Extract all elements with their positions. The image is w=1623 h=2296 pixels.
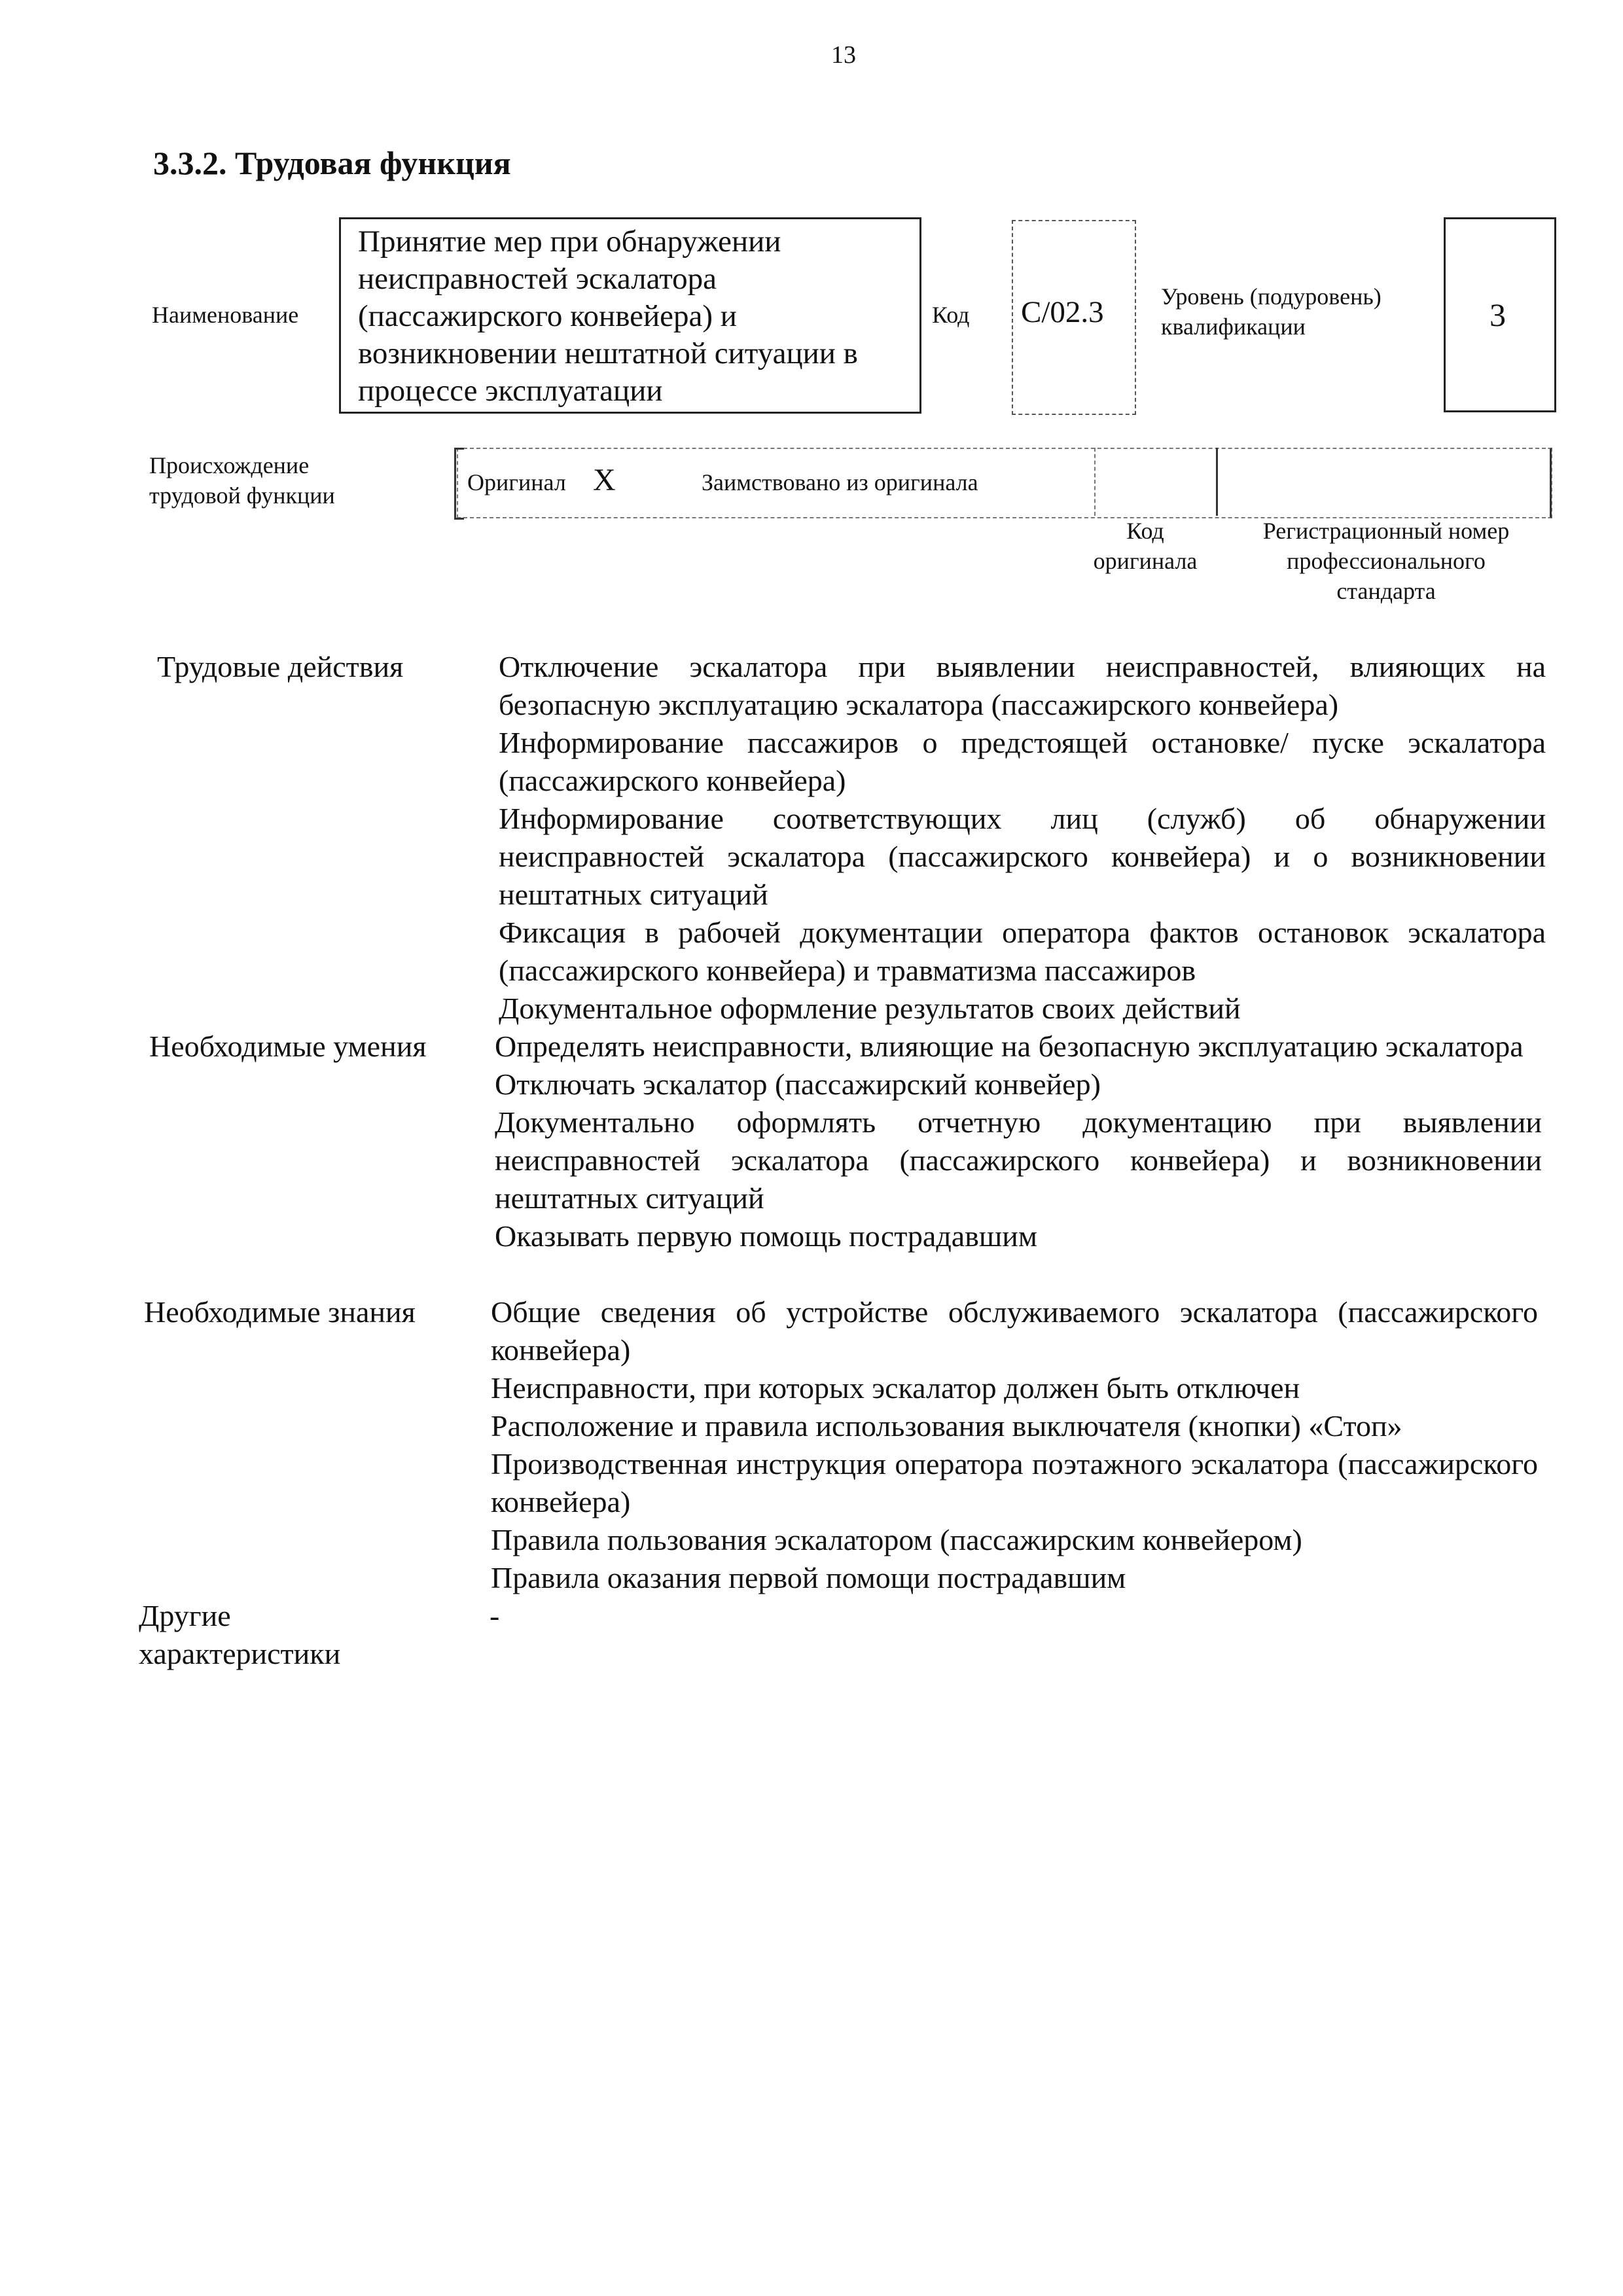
labor-actions-label: Трудовые действия (157, 650, 404, 683)
skills-list (495, 1028, 1542, 1255)
origin-bracket-left (454, 448, 464, 520)
level-label-line: квалификации (1161, 314, 1306, 340)
function-name-line: (пассажирского конвейера) и (358, 299, 737, 333)
list-item: Информирование пассажиров о предстоящей остановке/ пуске эскалатора (пассажирского конвейера) (499, 726, 1546, 797)
list-item: Неисправности, при которых эскалатор должен быть отключен (491, 1371, 1300, 1405)
list-item: Правила оказания первой помощи пострадавшим (491, 1561, 1126, 1594)
other-value: - (490, 1599, 500, 1632)
list-item: Отключение эскалатора при выявлении неисправностей, влияющих на безопасную эксплуатацию эскалатора (пассажирского конвейера) (499, 650, 1546, 721)
knowledge-list (491, 1293, 1538, 1597)
section-title: 3.3.2. Трудовая функция (153, 145, 511, 181)
code-label: Код (932, 302, 970, 328)
knowledge-label: Необходимые знания (144, 1295, 416, 1329)
list-item: Документальное оформление результатов своих действий (499, 992, 1241, 1025)
list-item: Общие сведения об устройстве обслуживаемого эскалатора (пассажирского конвейера) (491, 1295, 1538, 1367)
original-mark: X (593, 463, 616, 497)
code-value: C/02.3 (1021, 295, 1104, 329)
list-item: Расположение и правила использования выключателя (кнопки) «Стоп» (491, 1409, 1402, 1443)
function-name-line: Принятие мер при обнаружении (358, 224, 781, 259)
list-item: Производственная инструкция оператора поэтажного эскалатора (пассажирского конвейера) (491, 1447, 1538, 1518)
original-label: Оригинал (467, 469, 566, 495)
function-name-line: процессе эксплуатации (358, 374, 663, 408)
origin-bracket-right (1542, 448, 1552, 518)
origin-label-line: Происхождение (149, 452, 310, 478)
list-item: Отключать эскалатор (пассажирский конвейер) (495, 1067, 1101, 1101)
caption-registration-number: Регистрационный номер профессионального стандарта (1262, 518, 1510, 604)
function-name-line: неисправностей эскалатора (358, 262, 717, 296)
level-value: 3 (1489, 296, 1506, 333)
list-item: Оказывать первую помощь пострадавшим (495, 1219, 1038, 1253)
origin-divider (1216, 448, 1218, 516)
list-item: Правила пользования эскалатором (пассажирским конвейером) (491, 1523, 1302, 1556)
caption-code-original: Код оригинала (1093, 518, 1198, 574)
page-number: 13 (831, 41, 856, 69)
list-item: Информирование соответствующих лиц (служб) об обнаружении неисправностей эскалатора (пассажирского конвейера) и о возникновении нештатных ситуаций (499, 802, 1546, 911)
function-name-box (339, 217, 921, 414)
list-item: Определять неисправности, влияющие на безопасную эксплуатацию эскалатора (495, 1030, 1524, 1063)
borrowed-label: Заимствовано из оригинала (702, 469, 978, 495)
other-label: Другие характеристики (139, 1599, 341, 1670)
skills-label: Необходимые умения (149, 1030, 427, 1063)
list-item: Документально оформлять отчетную документацию при выявлении неисправностей эскалатора (пассажирского конвейера) и возникновении нештатных ситуаций (495, 1105, 1542, 1215)
level-label-line: Уровень (подуровень) (1161, 283, 1382, 310)
list-item: Фиксация в рабочей документации оператора фактов остановок эскалатора (пассажирского конвейера) и травматизма пассажиров (499, 916, 1546, 987)
name-label: Наименование (152, 302, 299, 328)
origin-box (457, 448, 1552, 518)
labor-actions-list (499, 648, 1546, 1028)
origin-divider (1094, 448, 1096, 516)
origin-label-line: трудовой функции (149, 482, 335, 509)
function-name-line: возникновении нештатной ситуации в (358, 336, 858, 370)
